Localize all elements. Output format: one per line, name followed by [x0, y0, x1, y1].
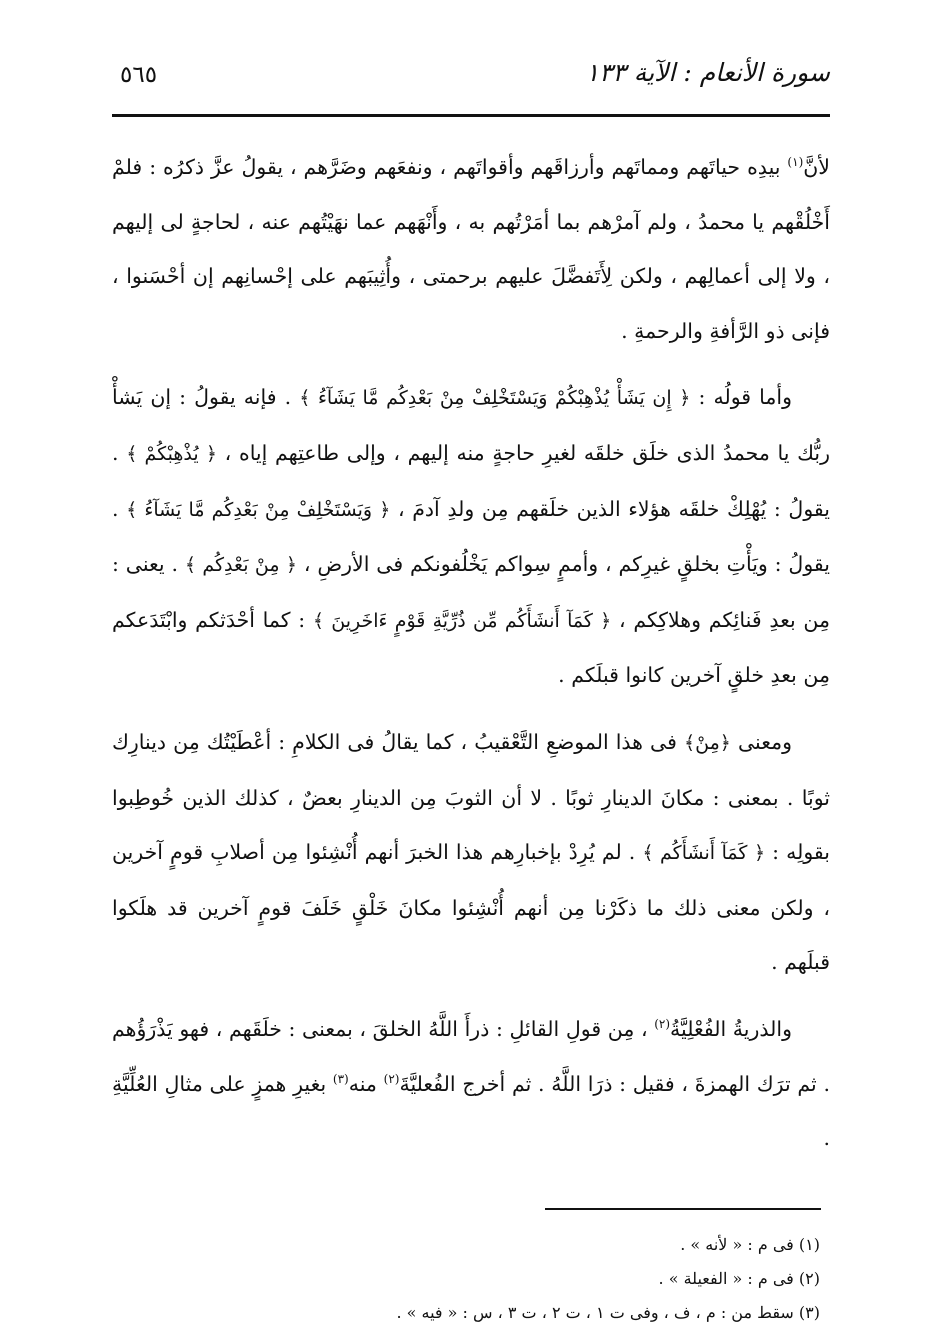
text-run: بغيرِ همزٍ على مثالِ العُلِّيَّةِ . — [112, 1071, 830, 1151]
footnote-marker: (٣) — [332, 1071, 349, 1086]
text-run: بيدِه حياتَهم ومماتَهم وأرزاقَهم وأقواتَهم ، ونفعَهم وضَرَّهم ، يقولُ عزَّ ذكرُه : فلمْ أَخْلُقْهم يا محمدُ ، ولم آمرْهم بما أمَرْتُهم به ، وأَنْهَهم عما نهَيْتُهم عنه ، لحاجةٍ لى إليهم ، ولا إلى أعمالِهم ، ولكن لِأَتَفضَّلَ عليهم برحمتى ، وأُثِيبَهم على إحْسانِهم إن أحْسَنوا ، فإنى ذو الرَّأفةِ والرحمةِ . — [112, 155, 830, 343]
quran-verse: ﴿ كَمَآ أَنشَأَكُم مِّن ذُرِّيَّةِ قَوْمٍ ءَاخَرِينَ ﴾ — [312, 609, 612, 632]
surah-title: سورة الأنعام : الآية ١٣٣ — [585, 58, 830, 87]
footnote-marker: (٢) — [383, 1071, 400, 1086]
footnote: (٢) فى م : « الفعيلة » . — [658, 1269, 820, 1288]
footnote-marker: (٢) — [654, 1017, 671, 1032]
footnotes — [112, 1228, 820, 1330]
paragraph — [112, 715, 830, 990]
page-number: ٥٦٥ — [120, 62, 158, 88]
text-run: . يعنى : مِن بعدِ فَنائِكم وهلاكِكم ، — [112, 552, 830, 632]
quran-verse: ﴿ مِنْ بَعْدِكُم ﴾ — [184, 554, 298, 577]
quran-verse: ﴿ وَيَسْتَخْلِفْ مِنْ بَعْدِكُم مَّا يَشَآءُ ﴾ — [126, 498, 391, 521]
main-text — [112, 140, 830, 1178]
footnote-marker: (١) — [787, 155, 804, 170]
quran-verse: ﴿ إِن يَشَأْ يُذْهِبْكُمْ وَيَسْتَخْلِفْ مِنْ بَعْدِكُم مَّا يَشَآءُ ﴾ — [299, 387, 691, 410]
text-run: والذريةُ الفُعْلِيَّةُ — [670, 1016, 792, 1041]
quran-verse: ﴿مِنْ﴾ — [684, 731, 731, 754]
header-divider — [112, 114, 830, 117]
page-header — [110, 58, 830, 104]
text-run: وأما قولُه : — [690, 385, 793, 410]
paragraph — [112, 1002, 830, 1166]
text-run: لأنَّ — [803, 155, 830, 179]
text-run: . يقولُ : يُهْلِكْ خلقَه هؤلاء الذين خلَقهم مِن ولدِ آدمَ ، — [112, 440, 830, 521]
text-run: ومعنى — [730, 729, 793, 754]
text-run: : كما أحْدَثكم وابْتَدَعكم مِن بعدِ خلقٍ آخرين كانوا قبلَكم . — [112, 607, 830, 688]
paragraph — [112, 140, 830, 358]
paragraph — [112, 370, 830, 703]
quran-verse: ﴿ كَمَآ أَنشَأَكُم ﴾ — [642, 842, 766, 865]
text-run: . لم يُرِدْ بإخبارِهم هذا الخبرَ أنهم أُنْشِئوا مِن أصلابِ قومٍ آخرين ، ولكن معنى ذلك ما ذكَرْنا مِن أنهم أُنْشِئوا مكانَ خَلْقٍ خَلَفَ قومٍ آخرين قد هلَكوا قبلَهم . — [112, 840, 830, 975]
footnote-divider — [545, 1208, 821, 1210]
text-run: ، مِن قولِ القائلِ : ذرأَ اللَّهُ الخلقَ ، بمعنى : خلَقَهم ، فهو يَذْرَؤُهم . ثم ترَك الهمزةَ ، فقيل : ذرَا اللَّهُ . ثم أخرج الفُعليَّةَ — [112, 1016, 831, 1096]
footnote: (٣) سقط من : م ، ف ، وفى ت ١ ، ت ٢ ، ت ٣ ، س : « فيه » . — [396, 1303, 820, 1322]
text-run: منه — [348, 1071, 384, 1096]
text-run: فى هذا الموضعِ التَّعْقيبُ ، كما يقالُ فى الكلامِ : أعْطَيْتُك مِن دينارِك ثوبًا . بمعنى : مكانَ الدينارِ ثوبًا . لا أن الثوبَ مِن الدينارِ بعضٌ ، كذلك الذين خُوطِبوا بقولِه : — [112, 729, 830, 865]
text-run: . يقولُ : ويَأْتِ بخلقٍ غيرِكم ، وأممٍ سِواكم يَخْلُفونكم فى الأرضِ ، — [112, 496, 830, 577]
text-run: . فإنه يقولُ : إن يَشأْ ربُّك يا محمدُ الذى خلَق خلقَه لغيرِ حاجةٍ منه إليهم ، وإلى طاعتِهم إياه ، — [112, 385, 830, 465]
quran-verse: ﴿ يُذْهِبْكُمْ ﴾ — [126, 442, 217, 465]
footnote: (١) فى م : « لأنه » . — [680, 1235, 820, 1254]
